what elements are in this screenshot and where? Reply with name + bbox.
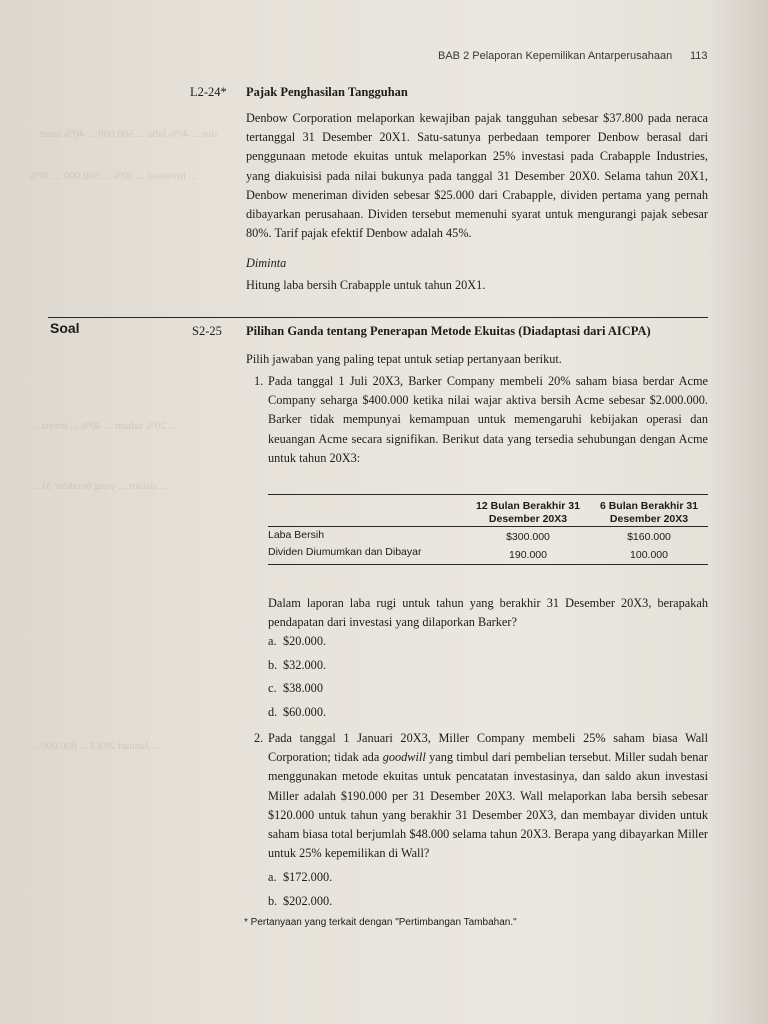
option-letter: c. xyxy=(268,681,277,695)
table-cell: $300.000 xyxy=(506,531,550,543)
option-text: $60.000. xyxy=(283,705,327,719)
section-divider xyxy=(48,317,708,318)
table-top-rule xyxy=(268,494,708,495)
required-label: Diminta xyxy=(246,256,287,270)
problem-id-l2-24: L2-24* xyxy=(190,85,227,99)
table-cell: $160.000 xyxy=(627,531,671,543)
table-row-label: Dividen Diumumkan dan Dibayar xyxy=(268,546,422,558)
option-letter: a. xyxy=(268,870,277,884)
table-bottom-rule xyxy=(268,564,708,565)
option-letter: a. xyxy=(268,634,277,648)
question-1-number: 1. xyxy=(254,374,264,388)
problem-title-s2-25: Pilihan Ganda tentang Penerapan Metode Ekuitas (Diadaptasi dari AICPA) xyxy=(246,324,651,338)
footnote: * Pertanyaan yang terkait dengan "Pertimbangan Tambahan." xyxy=(244,917,517,928)
question-1-text: Pada tanggal 1 Juli 20X3, Barker Company membeli 20% saham biasa berdar Acme Company seharga $400.000 ketika nilai wajar aktiva bersih Acme sebesar $2.000.000. Barker tidak mempunyai kemampuan untuk memengaruhi kebijakan operasi dan keuangan Acme secara signifikan. Berikut data yang tersedia sehubungan dengan Acme untuk tahun 20X3: xyxy=(268,374,708,465)
required-text: Hitung laba bersih Crabapple untuk tahun 20X1. xyxy=(246,278,486,292)
running-header xyxy=(438,50,708,62)
table-cell: 190.000 xyxy=(509,549,547,561)
option-text: $32.000. xyxy=(283,658,327,672)
section-label-soal: Soal xyxy=(50,320,80,336)
option-letter: b. xyxy=(268,658,278,672)
textbook-page: tiot ... 40% laba ... 500.000 ... 40% asset ... investasi ... 30% ... 500.000 ... 30% ... 20% saham ... 40% ... invest ... ... dalam ... yang berakhir 31 ... ... Januari 20X3 ... 600.000 ... BAB 2 Pelaporan Kepemilikan Antarperusahaan 113 L2-24* Pajak Penghasilan Tangguhan Denbow Corporation melaporkan kewajiban pajak tangguhan sebesar $37.800 pada neraca tertanggal 31 Desember 20X1. Satu-satunya perbedaan temporer Denbow berasal dari penggunaan metode ekuitas untuk melaporkan 25% investasi pada Crabapple Industries, yang diakuisisi pada nilai bukunya pada tanggal 31 Desember 20X0. Selama tahun 20X1, Denbow meneriman dividen sebesar $25.000 dari Crabapple, dividen pertama yang pernah dibayarkan perusahaan. Dividen tersebut memenuhi syarat untuk mengurangi pajak sebesar 80%. Tarif pajak efektif Denbow adalah 45%. Diminta Hitung laba bersih Crabapple untuk tahun 20X1. Soal S2-25 Pilihan Ganda tentang Penerapan Metode Ekuitas (Diadaptasi dari AICPA) Pilih jawaban yang paling tepat untuk setiap pertanyaan berikut. 1. Pada tanggal 1 Juli 20X3, Barker Company membeli 20% saham biasa berdar Acme Company seharga $400.000 ketika nilai wajar aktiva bersih Acme sebesar $2.000.000. Barker tidak mempunyai kemampuan untuk memengaruhi kebijakan operasi dan keuangan Acme secara signifikan. Berikut data yang tersedia sehubungan dengan Acme untuk tahun 20X3: 12 Bulan Berakhir 31 Desember 20X3 6 Bulan Berakhir 31 Desember 20X3 Laba Bersih $300.000 $160.000 Dividen Diumumkan dan Dibayar 190.000 100.000 Dalam laporan laba rugi untuk tahun yang berakhir 31 Desember 20X3, berapakah pendapatan dari investasi yang dilaporkan Barker? a. $20.000. b. $32.000. c. $38.000 d. $60.000. 2. Pada tanggal 1 Januari 20X3, Miller Company membeli 25% saham biasa Wall Corporation; tidak ada goodwill yang timbul dari pembelian tersebut. Miller sudah benar menggunakan metode ekuitas untuk pencatatan investasinya, dan saldo akun investasi Miller adalah $190.000 per 31 Desember 20X3. Wall melaporkan laba bersih sebesar $120.000 untuk tahun yang berakhir 31 Desember 20X3, dan membayar dividen untuk saham biasa total berjumlah $48.000 selama tahun 20X3. Berapa yang dibayarkan Miller untuk 25% kepemilikan di Wall? a. $172.000. b. $202.000. * Pertanyaan yang terkait dengan "Pertimbangan Tambahan." xyxy=(0,0,768,1024)
table-header-6-months: 6 Bulan Berakhir 31 Desember 20X3 xyxy=(599,500,699,525)
problem-paragraph-l2-24: Denbow Corporation melaporkan kewajiban pajak tangguhan sebesar $37.800 pada neraca tertanggal 31 Desember 20X1. Satu-satunya perbedaan temporer Denbow berasal dari penggunaan metode ekuitas untuk melaporkan 25% investasi pada Crabapple Industries, yang diakuisisi pada nilai bukunya pada tanggal 31 Desember 20X0. Selama tahun 20X1, Denbow meneriman dividen sebesar $25.000 dari Crabapple, dividen pertama yang pernah dibayarkan perusahaan. Dividen tersebut memenuhi syarat untuk mengurangi pajak sebesar 80%. Tarif pajak efektif Denbow adalah 45%. xyxy=(246,111,708,241)
table-header-rule xyxy=(268,526,708,527)
option-text: $172.000. xyxy=(283,870,333,884)
page-number: 113 xyxy=(690,50,708,62)
problem-intro: Pilih jawaban yang paling tepat untuk setiap pertanyaan berikut. xyxy=(246,352,562,366)
chapter-title: BAB 2 Pelaporan Kepemilikan Antarperusahaan xyxy=(438,50,673,62)
option-letter: d. xyxy=(268,705,278,719)
table-row-label: Laba Bersih xyxy=(268,529,325,541)
question-1-prompt: Dalam laporan laba rugi untuk tahun yang berakhir 31 Desember 20X3, berapakah pendapatan dari investasi yang dilaporkan Barker? xyxy=(268,596,708,630)
question-2-text: Pada tanggal 1 Januari 20X3, Miller Company membeli 25% saham biasa Wall Corporation; tidak ada goodwill yang timbul dari pembelian tersebut. Miller sudah benar menggunakan metode ekuitas untuk pencatatan investasinya, dan saldo akun investasi Miller adalah $190.000 per 31 Desember 20X3. Wall melaporkan laba bersih sebesar $120.000 untuk tahun yang berakhir 31 Desember 20X3, dan membayar dividen untuk saham biasa total berjumlah $48.000 selama tahun 20X3. Berapa yang dibayarkan Miller untuk 25% kepemilikan di Wall? xyxy=(268,731,708,861)
page-edge-shadow xyxy=(708,0,768,1024)
problem-title-l2-24: Pajak Penghasilan Tangguhan xyxy=(246,85,408,99)
question-2-number: 2. xyxy=(254,731,264,745)
option-text: $202.000. xyxy=(283,894,333,908)
option-text: $38.000 xyxy=(283,681,323,695)
table-cell: 100.000 xyxy=(630,549,668,561)
option-letter: b. xyxy=(268,894,278,908)
problem-id-s2-25: S2-25 xyxy=(192,324,222,338)
table-header-12-months: 12 Bulan Berakhir 31 Desember 20X3 xyxy=(476,500,580,525)
option-text: $20.000. xyxy=(283,634,327,648)
term-goodwill: goodwill xyxy=(382,750,426,765)
